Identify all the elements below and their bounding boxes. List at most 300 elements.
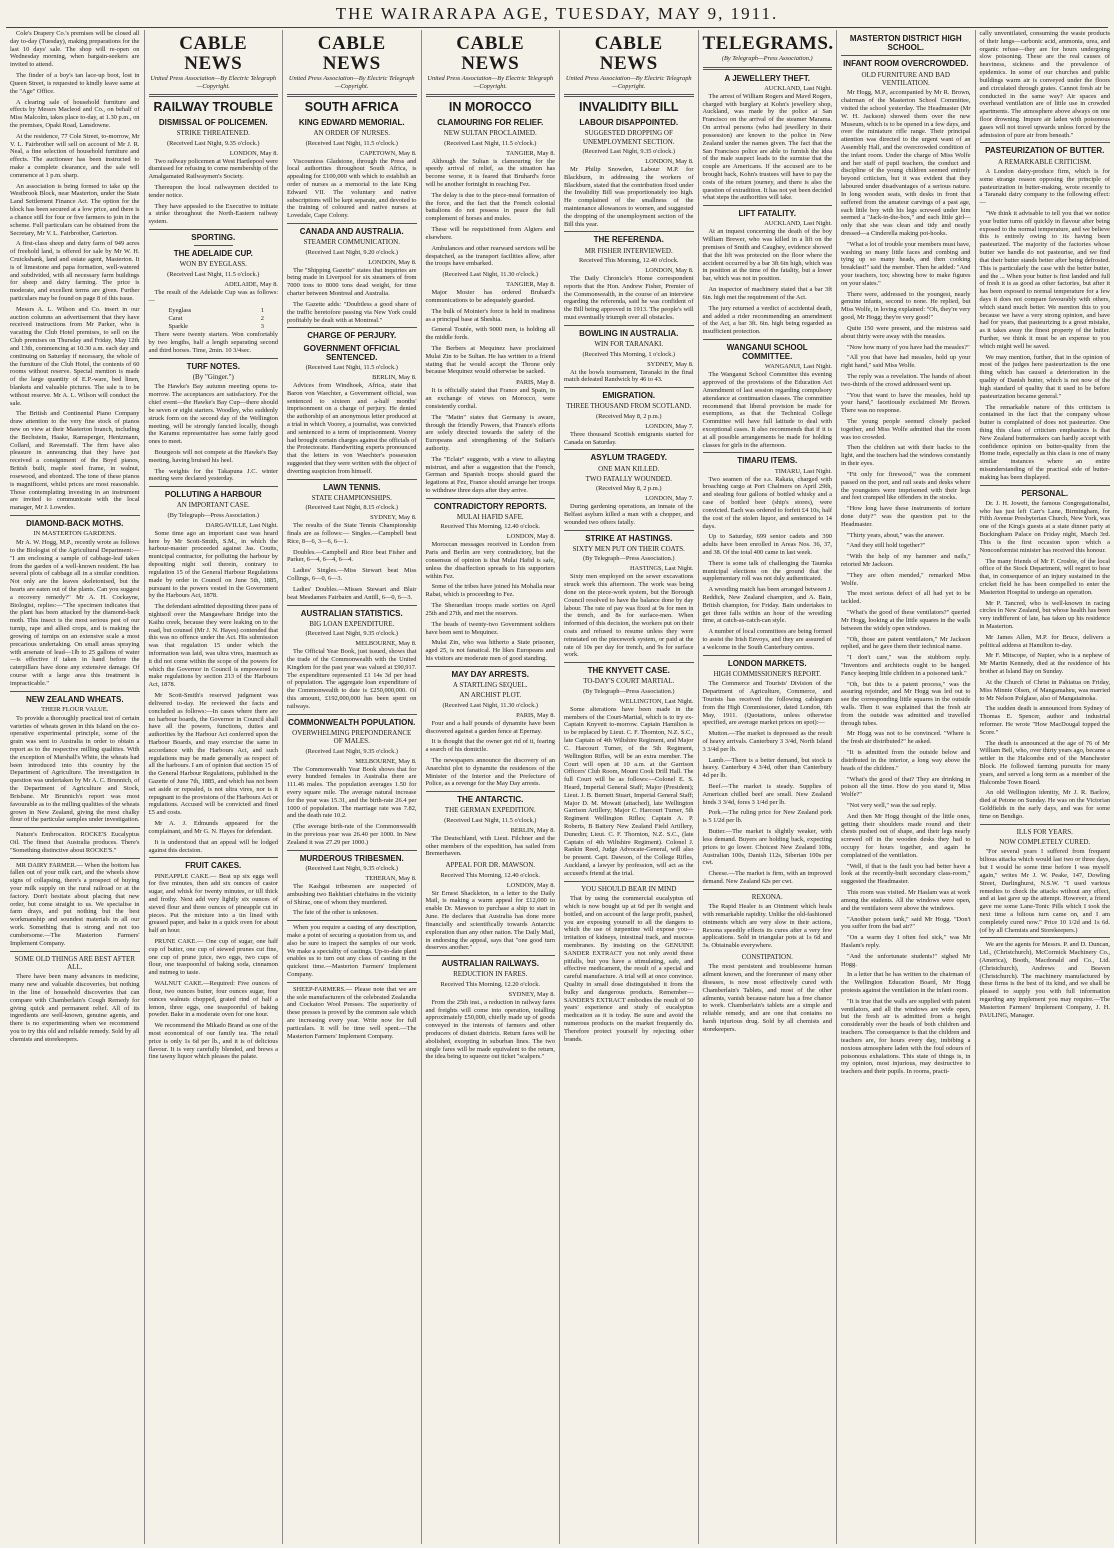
article-body: The Gazette adds: "Doubtless a good share of the traffic heretofore passing via New York could profitably be dealt with at Montreal.": [287, 300, 417, 324]
article-heading: WANGANUI SCHOOL COMMITTEE.: [726, 342, 808, 362]
horse-place: 2: [260, 315, 264, 323]
received-note: (Received Last Night, 11.5 o'clock.): [444, 139, 537, 147]
article-body: Mr A. J. Edmunds appeared for the complainant, and Mr G. N. Hayes for defendant.: [148, 820, 278, 835]
article-body: This room was visited. Mr Haslam was at work among the students. All the windows were open, and the ventilators were above the windows.: [841, 889, 971, 912]
divider: [703, 889, 833, 890]
received-note: (Received Last Night, 9.35 o'clock.): [582, 147, 676, 155]
article-body: General Toutée, with 9000 men, is holding all the middle fords.: [425, 326, 555, 342]
result-row: [149, 315, 279, 323]
article-subheading: AN ORDER OF NURSES.: [313, 129, 391, 138]
article-heading: A JEWELLERY THEFT.: [724, 73, 810, 83]
article-body: "It is admitted from the outside below and distributed in the interior, a long way above the heads of the children.": [841, 749, 971, 772]
dateline: MELBOURNE, May 8.: [355, 757, 417, 765]
article-body: PINEAPPLE CAKE.— Beat up six eggs well for five minutes, then add six ounces of castor sugar, and whisk for twenty minutes, or till thick and frothy. Next add very lightly six ounces of sieved flour and three ounces of pineapple cut in pieces. Put the mixture into a tin lined with greased paper, and bake in a quick oven for about half an hour.: [148, 872, 278, 935]
article-heading: THE ANTARCTIC.: [457, 795, 524, 805]
article-body: Two seamen of the s.s. Rakaia, charged with broaching cargo at Port Chalmers on April 29th, and stealing four gallons of bottled whisky and a case of bottled beer (ship's stores), were convicted. Each was ordered to forfeit £4 10s, half the cost of the stolen liquor, and sentenced to 14 days.: [702, 475, 832, 530]
article-body: "All you that have had measles, hold up your right hand," said Miss Wolfe.: [841, 354, 971, 370]
article-body: These will be requisitioned from Algiers and elsewhere.: [425, 226, 555, 241]
news-paragraph: The British and Continental Piano Company draw attention to the very fine stock of pianos new on view at their Masterton branch, including the Bechstein, Haake, Ramsperger, Hentzmann, Collard, and Ravenstaff. The firm have also pleasure in announcing that they have just received a consignment of the Boyd pianos, British built, maple steel frame, in walnut, rosewood, and ebonized. The tone of these pianos is magnificent, whilst prices are most reasonable. Those contemplating investing in an instrument are invited to communicate with the local manager, Mr J. Lowndes.: [10, 410, 140, 512]
press-credit: United Press Association—By Electric Telegraph—Copyright.: [288, 74, 415, 90]
article-subheading: AN IMPORTANT CASE.: [176, 501, 250, 510]
divider: [287, 714, 417, 715]
article-body: The "Shipping Gazette" states that inquiries are being made in Liverpool for six steamers of from 7000 tons to 8000 tons dead weight, for time charter between Montreal and Australia.: [287, 266, 417, 298]
result-row: [149, 307, 279, 315]
article-body: The reply was a revelation. The hands of about two-thirds of the crowd addressed went up.: [841, 372, 971, 388]
received-note: (By Telegraph—Press Association.): [582, 687, 675, 695]
article-body: At the Church of Christ in Pahiatua on Friday, Miss Minnie Olsen, of Mangamaheu, was married to Mr Nelson Polglase, also of Mangatainoka.: [979, 678, 1110, 702]
dateline: SYDNEY, May 8.: [647, 360, 694, 368]
dateline: LONDON, May 8.: [229, 149, 278, 157]
dateline: TANGIER, May 8.: [506, 149, 555, 157]
dateline: LONDON, May 8.: [506, 881, 555, 889]
article-body: Then the children sat with their backs to the light, and the teachers had the windows constantly in their eyes.: [841, 444, 971, 468]
received-note: (Received Last Night, 9.35 o'clock.): [166, 139, 260, 147]
article-body: Bourgeois will not compete at the Hawke's Bay meeting, having bruised his heel.: [148, 448, 278, 464]
article-heading: AUSTRALIAN RAILWAYS.: [441, 959, 539, 969]
article-subheading: THE ADELAIDE CUP.: [173, 249, 253, 259]
article-body: The heads of twenty-two Government soldiers have been sent to Mequinez.: [425, 620, 555, 636]
article-heading: TURF NOTES.: [186, 361, 240, 371]
article-heading: POLLUTING A HARBOUR: [164, 490, 262, 500]
divider: [426, 955, 556, 956]
press-credit: United Press Association—By Electric Telegraph—Copyright.: [150, 74, 277, 90]
received-note: (Received May 8, 2 p.m.): [596, 485, 662, 493]
horse-name: Eyeglass: [168, 307, 192, 315]
received-note: (By Telegraph—Press Association.): [582, 555, 675, 563]
article-body: Ladies' Doubles.—Misses Stewart and Blair beat Mesdames Fairbairn and Antill, 6—0, 6—3.: [287, 585, 417, 601]
article-body: Quite 150 were present, and the mistress said about thirty were away with the measles.: [841, 324, 971, 340]
article-body: A wrestling match has been arranged between J. Reddick, New Zealand champion, and A. Bain, British champion, for Friday. Bain undertakes to get three falls within an hour of the wrestling time, at catch-as-catch-can style.: [702, 586, 832, 625]
divider: [149, 486, 279, 487]
article-heading: NEW ZEALAND WHEATS.: [25, 694, 124, 704]
article-body: Mr Hogg was not to be convinced. "Where is the fresh air distributed?" he asked.: [841, 730, 971, 746]
article-subheading: THEIR FLOUR VALUE.: [41, 705, 109, 713]
article-body: Mr A. W. Hogg, M.P., recently wrote as follows to the Biologist of the Agricultural Department:— "I am enclosing a sample of cabbage-leaf taken from the garden of a well-known resident. He has several plots of cabbage all in a similar condition. Not only are the leaves skeletonised, but the hearts are eaten out of the plants. Can you suggest a recovery remedy?" Mr A. H. Cockayne, Biologist, replies:—"The specimen indicates that the plant has been attacked by the diamond-back moth. This insect is the most serious pest of our turnip, rape and allied crops, and is making the growing of turnips on an extensive scale a most precarious undertaking. On small areas spraying with arsenate of lead—1lb to 25 gallons of water—is effective if taken in hand before the caterpillars have done any extensive damage. Of course with a large area this treatment is impracticable.": [10, 539, 140, 687]
article-subheading: ONE MAN KILLED.: [598, 464, 660, 473]
article-subheading: CLAMOURING FOR RELIEF.: [437, 118, 544, 127]
article-heading: MAY DAY ARRESTS.: [451, 669, 529, 679]
article-subheading: STATE CHAMPIONSHIPS.: [311, 493, 392, 502]
divider: [287, 605, 417, 606]
article-body: Butter.—The market is slightly weaker, with less demand. Buyers are holding back, expecting prices to go lower. Choicest New Zealand 108s, Australian 100s, Danish 112s, Siberian 100s per cwt.: [702, 828, 832, 867]
article-heading: TIMARU ITEMS.: [737, 456, 798, 466]
article-body: An old Wellington identity, Mr J. R. Barlow, died at Petone on Sunday. He was on the Victorian Goldfields in the early days, and was for some time on Bendigo.: [979, 789, 1110, 820]
article-body: The result of the Adelaide Cup was as follows:—: [148, 288, 278, 304]
divider: [149, 358, 279, 359]
advertisement: SHEEP-FARMERS.— Please note that we are the sole manufacturers of the celebrated Zealandia and Cockatoo Wool Presses. The superiority of these presses is proved by the common sale which are increasing every year. Write now for full particulars. It will be time well spent.—The Masterton Farmers' Implement Company.: [287, 985, 417, 1040]
article-subheading: IN MASTERTON GARDENS.: [33, 530, 117, 538]
masthead: THE WAIRARAPA AGE, TUESDAY, MAY 9, 1911.: [335, 4, 779, 23]
news-paragraph: A first-class sheep and dairy farm of 949 acres of freehold land, is offered for sale by Mr W. H. Cruickshank, land and estate agent, Masterton. It is of limestone and papa formation, well-watered and subdivided, with all necessary farm buildings for sheep and dairy farming. The price is moderate, and excellent terms are given. Further particulars may be found on page 8 of this issue.: [10, 240, 140, 302]
received-note: (Received May 8, 2 p.m.): [596, 412, 662, 420]
article-body: Sir Ernest Shackleton, in a letter to the Daily Mail, is making a warm appeal for £12,000 to enable Dr. Mawson to purchase a ship to start in June. He declares that Australia has done more financially and scientifically towards Antarctic exploration than any other nation. The Daily Mail, in endorsing the appeal, says that "one good turn deserves another.": [425, 889, 555, 952]
dateline: BERLIN, May 8.: [372, 373, 417, 381]
article-body: To provide a thoroughly practical test of certain varieties of wheats grown in this Island on the co-operative experimental principle, some of the grain was sent to Australia in order to obtain a report as to the respective milling qualities. With the exception of Marshall's White, the wheats had been introduced into this country by the Department of Agriculture. The investigation in question was undertaken by Mr A. C. Brunnich, of the Department of Agriculture and Stock, Brisbane. Mr Brunnich's report was most favourable as to the milling qualities of the wheats grown in New Zealand, giving the most chalky flour of the particular samples under investigation.: [10, 714, 140, 824]
article-body: The results of the State Tennis Championship finals are as follows:— Singles.—Campbell beat Rice, 8—6, 3—6, 6—1.: [287, 522, 417, 545]
article-body: The fate of the other is unknown.: [293, 909, 379, 917]
article-body: "It is true that the walls are supplied with patent ventilators, and all the windows are wide open, but the fresh air is admitted from a height considerably over the heads of both children and teachers. The consequence is that the children and teachers are, for hours every day, imbibing a noxious atmosphere laden with the foul odours of poisonous exhalations. This state of things is, in my opinion, most injurious, may destructive to teachers and their pupils. In rooms, practi-: [841, 997, 971, 1076]
article-heading: AUSTRALIAN STATISTICS.: [300, 608, 403, 618]
advertisement: The most persistent and troublesome human ailment known, and the forerunner of many other diseases, is now most effectively cured with Chamberlain's Tablets, and most of the other ailments, vanish because nature has a free chance to work. Chamberlain's tablets are a simple and reliable remedy, and are one that contains no harsh injurious drug. Sold by all chemists and storekeepers.: [702, 963, 832, 1033]
divider: [10, 691, 140, 692]
article-body: WALNUT CAKE.—Required: Five ounces of flour, two ounces butter, four ounces sugar, four ounces walnuts chopped, grated rind of half a lemon, three eggs, one teaspoonful of baking powder. Bake in a moderate oven for one hour.: [148, 980, 278, 1019]
received-note: (Received This Morning, 1 o'clock.): [582, 350, 676, 358]
divider: [10, 515, 140, 516]
article-subheading: WIN FOR TARANAKI.: [594, 340, 664, 349]
dateline: BERLIN, May 8.: [510, 826, 555, 834]
advertisement: We recommend the Mikado Brand as one of the most economical of our family tea. The retail price is only 1s 6d per lb., and it is of delicious flavour. It is very carefully blended, and brews a fine tawny liquor which pleases the palate.: [148, 1022, 278, 1061]
article-body: The many friends of Mr F. Crosbie, of the local office of the Stock Department, will regret to hear that, in consequence of an injury sustained in the cricket field he has been compelled to enter the Masterton Hospital to undergo an operation.: [979, 557, 1110, 596]
article-body: The Berbers at Mequinez have proclaimed Mulai Zin to be Sultan. He has written to a friend stating that he would accept the Throne only because Mequinez would otherwise be sacked.: [425, 345, 555, 376]
news-paragraph: Messrs A. L. Wilson and Co. insert in our auction columns an advertisement that they have received instructions from Mr Parker, who is vacating the Club Hotel premises, to sell on the Club premises on Thursday and Friday, May 12th and 13th, commencing at 10.30 a.m. each day and continuing on Saturday if necessary, the whole of the furniture of the Club Hotel, the contents of 60 rooms without reserve. Special mention is made of the large quantity of E.P.-ware, bed linen, blankets and valuable pictures. The sale is to be without reserve. Mr A. L. Wilson will conduct the sale.: [10, 305, 140, 407]
article-subheading: SIXTY MEN PUT ON THEIR COATS.: [572, 544, 685, 553]
column-2: [145, 30, 284, 1544]
article-body: Mr Hogg, M.P., accompanied by Mr R. Brown, chairman of the Masterton School Committee, visited the school yesterday. The Headmaster (Mr W. H. Jackson) showed them over the new Museum, which is to be opened in a few days, and over the miniature rifle range. Their principal attention was directed to the urgent want of an Assembly Hall, and the overcrowded condition of the infant room. Under the charge of Miss Wolfe and her staff of pupil teachers, the conduct and discipline of the young children seemed entirely beyond criticism, but it was evident that they laboured under disadvantages of a serious nature. In long wooden seats, with desks in front that suffered from the amateur carvings of a past age, each little boy with his legs screwed under him seemed a "Jack-in-the-box," and each little girl—only that she was clean and tidy and neatly dressed—a Cinderella making pot-hooks.: [841, 89, 971, 237]
article-body: Pork.—The ruling price for New Zealand pork is 5 1/2d per lb.: [702, 809, 832, 825]
article-subheading: NEW SULTAN PROCLAIMED.: [443, 129, 537, 138]
article-heading: CONTRADICTORY REPORTS.: [433, 501, 547, 511]
article-body: PRUNE CAKE.— One cup of sugar, one half cup of butter, one cup of stewed prunes cut fine, one cup of prune juice, two eggs, two cups of flour, one teaspoonful of baking soda, cinnamon and nutmeg to taste.: [148, 938, 278, 977]
received-note: (Received Last Night, 11.30 o'clock.): [442, 271, 538, 279]
article-body: Two railway policemen at West Hartlepool were dismissed for refusing to come membership of the Amalgamated Railwaymen's Society.: [148, 157, 278, 181]
article-body: The remarkable nature of this criticism is contained in the fact that the company whose butter is complained of does not pasteurize. One thing this class of criticism emphasizes is that New Zealand buttermakers can hardly accept with confidence opinion on butter-quality from the Home trade, especially as this class is one of many similar instances where an entire misunderstanding of the practical side of butter-making has been displayed.: [979, 403, 1110, 481]
article-heading: CHARGE OF PERJURY.: [307, 331, 397, 341]
divider: [980, 824, 1111, 825]
article-subheading: THREE THOUSAND FROM SCOTLAND.: [566, 402, 692, 411]
article-body: They have appealed to the Executive to initiate a strike throughout the North-Eastern railway system.: [148, 202, 278, 226]
divider: [703, 655, 833, 656]
article-body: "Now how many of you have had the measles?": [847, 343, 970, 351]
news-paragraph: The finder of a boy's tan lace-up boot, lost in Queen Street, is requested to kindly leave same at the "Age" Office.: [10, 72, 140, 95]
dateline: AUCKLAND, Last Night.: [764, 220, 832, 228]
article-heading: SPORTING.: [191, 233, 236, 243]
article-subheading: OVERWHELMING PREPONDERANCE OF MALES.: [292, 728, 412, 746]
divider: [564, 325, 694, 326]
column-1: [6, 30, 145, 1544]
divider: [564, 881, 694, 882]
article-body: The delay is due to the piece-meal formation of the force, and the fact that the French colonial battalions do not possess in peace the full complement of horses and mules.: [425, 191, 555, 223]
dateline: WANGANUI, Last Night.: [764, 363, 832, 371]
article-body: The "Eclair" suggests, with a view to allaying mistrust, and after a suggestion that the French, German and Spanish troops should guard the legations at Fez, France should arrange her troops to withdraw three days after they arrive.: [425, 455, 555, 495]
divider: [287, 327, 417, 328]
article-body: At an inquest concerning the death of the boy William Brewer, who was killed in a lift on the premises of Smith and Caughey, evidence showed that the lift was protected on the floor where the accident occurred by a bar 3ft 6in high, which was in position at the time of the fatality, but a lower bar, which was not in position.: [702, 228, 832, 283]
article-body: The "Matin" states that Germany is aware, through the friendly Powers, that France's efforts are solely directed towards the safety of the Europeans and strengthening of the Sultan's authority.: [425, 413, 555, 452]
article-body: It is thought that the owner got rid of it, fearing a search of his domicile.: [425, 738, 555, 754]
article-subheading: GOVERNMENT OFFICIAL SENTENCED.: [303, 343, 400, 362]
divider: [426, 94, 556, 97]
received-note: Received This Morning, 12.20 o'clock.: [440, 980, 541, 988]
article-body: The death is announced at the age of 76 of Mr William Bell, who, over thirty years ago, became a settler in the Halcombe end of the Manchester Block. He followed farming pursuits for many years, and served a long term as a member of the Halcombe Town Board.: [979, 739, 1110, 786]
article-body: cally unventilated, consuming the waste products of their lungs—carbonic acid, ammonia, urea, and organic refuse—they are for hours undergoing slow poisoning. These are the real causes of heaviness, sickness and the prevalence of epidemics. In some of our churches and public buildings warm air is conveyed under the floors and circulated through grates. Cannot fresh air be conducted in the same way? Air spaces and overhead ventilation are of little use in crowded apartments. The atmosphere above always on one floor drowning. Impure air laden with poisonous gases will not travel upwards unless forced by the admission of pure air from beneath.": [979, 30, 1110, 139]
result-row: [149, 323, 279, 331]
article-body: "Fit only for firewood," was the comment passed on the port, and rail seats and desks where the youngsters were imprisoned with their legs and feet cramped like offenders in the stocks.: [841, 470, 971, 502]
article-body: The Sherardian troops made sorties on April 25th and 27th, and met the reserves.: [425, 602, 555, 617]
article-body: "And the unfortunate students!" sighed Mr Hogg.: [841, 952, 971, 968]
dateline: SYDNEY, May 8.: [370, 514, 417, 522]
article-body: Some of the tribes have joined his Mohalla near Rabat, which is proceeding to Fez.: [425, 583, 555, 599]
article-body: An inspector of machinery stated that a bar 3ft 6in. high met the requirement of the Act.: [702, 286, 832, 301]
article-subheading: STRIKE THREATENED.: [176, 129, 250, 138]
advertisement: "For several years I suffered from frequent bilious attacks which would last two or three days, but I would be some time before I was myself again," writes Mr J. W. Peake, 147, Dowling Street, Darlinghurst, N.S.W. "I used various remedies to check the attacks without any effect, and at last gave up the attempt. However, a friend gave me some Lane-Tonic Pills which I took the next time a bilious turn came on, and I am completely cured now." Price 10 1/2d and 1s 6d. (of by all Chemists and Storekeepers.): [979, 848, 1110, 934]
article-body: "Oh, but this is a patent process," was the assuring rejoinder, and Mr Hogg was led out to see the corresponding little squares in the outside walls. Then it was explained that the fresh air from the outside was admitted and travelled through tubes.: [841, 680, 971, 727]
article-body: "You that want to have the measles, hold up your hand," facetiously exclaimed Mr Brown. There was no response.: [841, 391, 971, 415]
article-body: A London dairy-produce firm, which is for some strange reason opposing the principle of pasteurization in butter-making, wrote recently to a Taranaki dairy company to the following effect:—: [979, 167, 1110, 207]
horse-name: Sparkle: [168, 323, 189, 331]
horse-name: Carat: [168, 315, 183, 323]
dateline: TANGIER, May 8.: [506, 281, 555, 289]
divider: [287, 94, 417, 97]
article-body: The Daily Chronicle's Home correspondent reports that the Hon. Andrew Fisher, Premier of the Commonwealth, in the course of an interview regarding the referenda, said he was confident of the Bill being approved in 1913. The people's will must eventually triumph over all obstacles.: [564, 275, 694, 322]
article-body: "They are often mended," remarked Miss Wolfe.: [841, 571, 971, 587]
article-body: Moroccan messages received in London from Paris and Berlin are very contradictory, but the consensus of opinion is that Mulai Hafid is safe, unless the disaffection spreads to his supporters within Fez.: [425, 541, 555, 580]
column-4: [422, 30, 561, 1544]
horse-place: 1: [260, 307, 264, 315]
article-body: Doubles.—Campbell and Rice beat Fisher and Parker, 6—4, 6—4, 6—4.: [287, 548, 417, 564]
article-heading: LONDON MARKETS.: [727, 658, 807, 668]
article-body: There is some talk of challenging the Taumka municipal elections on the ground that the supplementary roll was not duly authenticated.: [702, 559, 832, 583]
article-heading: COMMONWEALTH POPULATION.: [288, 717, 416, 727]
dateline: HASTINGS, Last Night.: [629, 565, 694, 573]
divider: [10, 827, 140, 828]
article-body: "Oh, those are patent ventilators," Mr Jackson replied, and he gave them their technical name.: [841, 635, 971, 651]
article-body: The sudden death is announced from Sydney of Thomas E. Spencer, author and industrial reformer. He wrote "How MacDougal topped the Score.": [979, 705, 1110, 736]
received-note: (By Telegraph—Press Association.): [167, 511, 260, 519]
article-body: "We think it advisable to tell you that we notice your butter turns off quickly in flavour after being exposed to the normal temperature, and we believe this is entirely owing to its having been pasteurized. The majority of the factories whose butter we handle do not pasteurise, and we find that their butter stands better after being defrosted. This is particularly the case with the better butter, and the ... When your butter is first landed and full of fresh it is as good as other factories, but after it has been exposed to normal temperature for a few days it does not compare favourably with others, which stand much better. We mention this to you because we have a very strong opinion, and have had for years, that pasteurizing is a great mistake, as it takes away the finest property of the butter. Further, we think it must be an expense to you which might well be saved.: [979, 210, 1110, 350]
article-body: "What's the good of these ventilators?" queried Mr Hogg, looking at the little squares in the walls between the widely open windows.: [841, 609, 971, 632]
article-heading: SOUTH AFRICA: [304, 100, 399, 115]
received-note: (Received Last Night, 11.5 o'clock.): [305, 139, 398, 147]
article-body: Although the Sultan is clamouring for the speedy arrival of relief, as the situation has become worse, it is feared that Bruhard's force will be another fortnight in reaching Fez.: [425, 157, 555, 189]
dateline: LONDON, May 8.: [506, 533, 555, 541]
received-note: (Received Last Night, 9.35 o'clock.): [305, 864, 399, 872]
dateline: CAPETOWN, May 8.: [359, 149, 417, 157]
article-body: Major Mosier has ordered Bruhard's communications to be adequately guarded.: [425, 289, 555, 304]
article-heading: CANADA AND AUSTRALIA.: [299, 227, 404, 237]
dateline: TIMARU, Last Night.: [774, 467, 832, 475]
divider: [149, 857, 279, 858]
article-body: Thereupon the local railwaymen decided to tender notice.: [148, 184, 278, 199]
article-subheading: LABOUR DISAPPOINTED.: [579, 118, 679, 127]
received-note: (Received Last Night, 11.5 o'clock.): [167, 270, 260, 278]
advertisement: That by using the commercial eucalyptus oil which is now bought up at 6d per lb weight and bottled, and on account of the large profit, pushed, you are exposing yourself to all the dangers to which the use of turpentine will expose you—irritation of kidneys, intestinal track, and mucous membranes. By insisting on the GENUINE SANDER EXTRACT you not only avoid these pitfalls, but you have a stimulating, safe, and effective medicament, the result of a special and careful manufacture. A trial will at once convince. Quality in small dose distinguished it from the bulky and dangerous products. Remember—SANDER'S EXTRACT embodies the result of 50 years' experience and study of eucalyptus medication as it is today. Be sure and avoid the numerous products on the market frequently do. Therefore protect yourself by rejecting other brands.: [564, 895, 694, 1043]
article-body: "How long have these instruments of torture done duty?" was the question put to the Headmaster.: [841, 505, 971, 528]
article-body: "Thirty years, about," was the answer.: [847, 531, 945, 539]
advertisement: MR DAIRY FARMER.— When the bottom has fallen out of your milk cart, and the wheels show signs of collapsing, there's a prospect of buying your milk supply on the rural railroad or at the factory. Don't hesitate about placing that new order, but come straight to us. We specialise in farm drays, and put nothing but the best workmanship and soundest materials in all our work. Something that is strong and not too cumbersome.—The Masterton Farmers' Implement Company.: [10, 861, 140, 947]
advertisement-heading: YOU SHOULD BEAR IN MIND: [581, 884, 677, 893]
article-body: Ladies' Singles.—Miss Stewart beat Miss Collings, 6—0, 6—3.: [287, 567, 417, 583]
dateline: WELLINGTON, Last Night.: [619, 697, 694, 705]
received-note: (Received Last Night, 11.5 o'clock.): [444, 816, 537, 824]
news-paragraph: Cole's Drapery Co.'s premises will be closed all day to-day (Tuesday), making preparations for the last 10 days' sale. The shop will re-open on Wednesday morning, when bargain-seekers are invited to attend.: [10, 30, 140, 69]
article-subheading: A STARTLING SEQUEL.: [452, 680, 528, 689]
advertisement: The Rapid Healer is an Ointment which heals with remarkable rapidity. Unlike the old-fashioned ointments which are very slow in their actions, Rexona speedily effects its cures after a very few applications. Sold in triangular pots at 1s 6d and 3s. Obtainable everywhere.: [702, 903, 832, 950]
divider: [564, 449, 694, 450]
received-note: (Received Last Night, 11.5 o'clock.): [305, 363, 398, 371]
article-body: "Another poison tank," said Mr Hogg. "Don't you suffer from the bad air?": [841, 915, 971, 931]
article-body: Mulai Zin, who was hitherto a State prisoner, aged 25, is not fanatical. He likes Europeans and his visitors are moderate men of good standing.: [425, 639, 555, 662]
divider: [287, 982, 417, 983]
article-body: "On a warm day I often feel sick," was Mr Haslam's reply.: [841, 934, 971, 949]
article-heading: THE KNYVETT CASE.: [587, 666, 670, 676]
article-subheading: STEAMER COMMUNICATION.: [303, 238, 400, 247]
article-heading: IN MOROCCO: [448, 100, 532, 115]
advertisement-heading: CONSTIPATION.: [741, 953, 793, 962]
divider: [703, 452, 833, 453]
article-heading: PERSONAL.: [1021, 488, 1069, 498]
article-heading: MASTERTON DISTRICT HIGH SCHOOL.: [849, 34, 962, 53]
article-subheading: A REMARKABLE CRITICISM.: [997, 157, 1092, 166]
article-body: During gardening operations, an inmate of the Belfast asylum killed a man with a chopper, and wounded two others fatally.: [564, 503, 694, 526]
divider: [980, 937, 1111, 938]
article-body: Some alterations have been made in the members of the Court-Martial, which is to try ex-Captain Knyvett to-morrow. Captain Hamilton is to be replaced by Lieut. C. F. Thornton, N.Z. S.C., late Captain of 4th Wiltshire Regiment, and Major C. Harcourt Turner, of the 5th Regiment, Wellington Rifles, will be an extra member. The Court will open at 10 a.m. at the Garrison Officers' Club Room, Mount Cook Drill Hall. The full Court will be as follows:—Colonel E. S. Heard, Imperial General Staff; Major (President); Lieut. J. B. Burnett Stuart, Imperial General Staff; Major D. M. Mowatt (attached), late Wellington Garrison Artillery; Major C. Harcourt Turner, 5th Regiment Wellington Rifles; Captain A. P. Roberts, B Battery New Zealand Field Artillery, Dunedin; Lieut. C. F. Thornton, N.Z. S.C., (late Captain of 4th Wiltshire Regiment). Colonel J. Rankin Reed, Judge Advocate-General, will also be present. Capt. Dawson, of the College Rifles, Auckland, a lawyer by profession, will act as the accused's friend at the trial.: [564, 705, 694, 877]
article-body: The Deutschland, with Lieut. Filchner and the other members of the expedition, has sailed from Bremerhaven.: [425, 834, 555, 858]
article-subheading: APPEAL FOR DR. MAWSON.: [445, 861, 536, 870]
article-body: From the 25th inst., a reduction in railway fares and freights will come into operation, totalling approximately £50,000, chiefly made up of goods conveyed in the interests of farmers and other producers of distant districts. Return fares will be abolished, excepting in suburban lines. The two single fares will be made equivalent to the return, the idea being to squeeze out ticket "scalpers.": [425, 998, 555, 1061]
article-body: The jury returned a verdict of accidental death, and added a rider recommending an amendment of the Act, a bar 3ft. 6in. high being regarded as insufficient protection.: [702, 304, 832, 336]
article-body: There have been many advances in medicine, many new and valuable discoveries, but nothing in the line of household discoveries that can compare with Chamberlain's Cough Remedy for giving quick and permanent relief. All of its ingredients are well-known, genuine agents, and there is no experimenting when we recommend you to try this old and reliable remedy. Sold by all chemists and storekeepers.: [10, 973, 140, 1043]
column-7: [837, 30, 976, 1544]
received-note: (Received Last Night, 9.35 o'clock.): [305, 747, 399, 755]
article-subheading: BIG LOAN EXPENDITURE.: [309, 619, 395, 628]
article-body: Up to Saturday, 699 senior cadets and 390 adults have been enrolled in Areas Nos. 36, 37, and 38. Of the total 400 came in last week.: [702, 533, 832, 556]
columns: [6, 30, 1108, 1544]
article-body: Mr Scott-Smith's reserved judgment was delivered to-day. He reviewed the facts and concluded as follows:—In cases where there are no harbour boards, the Governor in Council shall have all the powers, functions, duties and authorities by the Harbour Act conferred upon the Harbour Boards, and may exercise the same in accordance with the Harbours Act, and such regulations may be made generally as respect of all the harbours. I am of opinion that section 15 of the General Harbour Regulations, published in the Gazette of June 7th, 1885, and which has not been set aside or repealed, is not ultra vires, nor is it repugnant to the provisions of the Harbours Act or regulations. Accused will be convicted and fined £5 and costs.: [148, 692, 278, 817]
article-body: Sixty men employed on the sewer excavations struck work this afternoon. The work was being done on the piece-work system, but the Borough Council resolved to have the balance done by day labour. The rate of pay was fixed at 9s for men in the trench, and 8s for surface-men. When informed of this decision, the workers put on their coats and refused to resume unless they were reinstated on the piecework system, or paid at the rate of 10s per day for trench, and 9s for surface work.: [564, 573, 694, 659]
article-subheading: TWO FATALLY WOUNDED.: [585, 474, 672, 483]
divider: [980, 485, 1111, 486]
dateline: PARIS, May 8.: [516, 711, 555, 719]
article-body: The Hawke's Bay autumn meeting opens to-morrow. The acceptances are satisfactory. For the chief event—the Hawke's Bay Cup—there should be seven or eight starters. Woodley, who suddenly struck form on the second day of the Wellington meeting, will be strongly fancied locally, though the Karamu representative has some fairly good ones to meet.: [148, 383, 278, 446]
divider: [564, 231, 694, 232]
dateline: SYDNEY, May 8.: [508, 990, 555, 998]
article-heading: EMIGRATION.: [602, 391, 656, 401]
dateline: LONDON, May 8.: [645, 267, 694, 275]
article-body: Dr. J. H. Jowett, the famous Congregationalist, who has just left Carr's Lane, Birmingham, for Fifth Avenue Presbyterian Church, New York, was one of the King's guests at a state dinner party at Buckingham Palace on Friday night, March 3rd. This is the first occasion upon which a Nonconformist minister has received this honour.: [979, 499, 1110, 554]
article-body: Mr F. Mitscope, of Napier, who is a nephew of Mr Martin Kennedy, died at the residence of his brother at Island Bay on Sunday.: [979, 652, 1110, 676]
article-heading: STRIKE AT HASTINGS.: [585, 533, 673, 543]
divider: [10, 951, 140, 952]
section-title: CABLE NEWS: [594, 33, 663, 74]
article-body: Mr Philip Snowden, Labour M.P. for Blackburn, in addressing the workers of Blackburn, stated that the contribution fixed under the Invalidity Bill was proportionately too high. He complained of the smallness of the maintenance allowances to women, and suggested the dropping of the unemployment section of the Bill this year.: [564, 165, 694, 228]
masthead-rule: [6, 27, 1108, 28]
divider: [703, 67, 833, 70]
divider: [564, 530, 694, 531]
article-subheading: MR FISHER INTERVIEWED.: [584, 246, 673, 255]
article-body: The newspapers announce the discovery of an Anarchist plot to dynamite the residences of the Minister of the Interior and the Prefecture of Police, as a revenge for the May Day arrests.: [425, 757, 555, 788]
dateline: MELBOURNE, May 8.: [355, 640, 417, 648]
divider: [426, 498, 556, 499]
press-credit: United Press Association—By Electric Telegraph—Copyright.: [565, 74, 692, 90]
received-note: (Received Last Night, 11.30 o'clock.): [442, 701, 538, 709]
advertisement-heading: REXONA.: [751, 892, 783, 901]
article-body: The arrest of William Rogers and Mavd Rogers, charged with burglary at Kohn's jewellery shop, Auckland, was made by the police at San Francisco on the arrival of the steamer Marama. On arrival persons (who had jewellery in their possession) are known to the police in New Zealand under the names given. The fact that the San Francisco police are able to furnish the idea of the male suspect leads to the surmise that the couple are Americans. If the accused are to be brought back, Kohn's trustees will have to pay the costs of the return journey, and there is also the question of extradition. It has not yet been decided what steps the authorities will take.: [702, 92, 832, 202]
article-body: In a letter that he has written to the chairman of the Wellington Education Board, Mr Hogg protests against the ventilation in the infant room.: [841, 971, 971, 995]
article-body: It is officially stated that France and Spain, in an exchange of views on Morocco, were consistently cordial.: [425, 387, 555, 410]
divider: [287, 850, 417, 851]
advertisement: When you require a casting of any description, make a point of securing a quotation from us, and also be sure to inspect the samples of our work. We make a speciality of castings. Up-to-date plant enables us to turn out any class of casting in the quickest time.—Masterton Farmers' Implement Company.: [287, 924, 417, 979]
article-body: Some time ago an important case was heard here by Mr Scott-Smith, S.M., in which the harbour-master proceeded against Jas. Coutts, municipal contractor, for polluting the harbour by depositing night soil therein, contrary to regulation 15 of the General Harbour Regulations made by order in Council on June 5th, 1885, pursuant to the powers vested in the Government by the Harbours Act, 1878.: [148, 529, 278, 600]
article-subheading: WON BY EYEGLASS.: [179, 260, 247, 269]
section-title: CABLE NEWS: [456, 33, 525, 74]
column-6: [699, 30, 838, 1544]
divider: [980, 142, 1111, 143]
article-body: At the bowls tournament, Taranaki in the final match defeated Randwick by 46 to 43.: [564, 368, 694, 384]
divider: [426, 666, 556, 667]
article-body: Mr P. Tancred, who is well-known in racing circles in New Zealand, but whose health has been very indifferent of late, has taken up his residence in Masterton.: [979, 599, 1110, 631]
article-body: Four and a half pounds of dynamite have been discovered against a garden fence at Epernay.: [425, 719, 555, 735]
article-body: And then Mr Hogg thought of the little ones, getting their shoulders made round and their chests pushed out of shape, and their legs nearly screwed off in the wooden desks they had to occupy for hours together, and again he complained of the ventilation.: [841, 812, 971, 859]
article-subheading: DISMISSAL OF POLICEMEN.: [158, 118, 268, 127]
article-body: "And they still hold together?": [847, 542, 926, 550]
column-8: [976, 30, 1114, 1544]
article-body: The Wanganui School Committee this evening approved of the provisions of the Education Act Amendment of last session regarding compulsory attendance at continuation classes. The committee recommend that liberal provision be made for exemptions, as that the Technical College Committee will have full latitude to deal with exceptional cases. It also recommends that if it is at all possible arrangements be made for holding classes for girls in the afternoon.: [702, 371, 832, 449]
article-body: Ambulances and other rearward services will be despatched, as the transport facilities allow, after the troops have embarked.: [425, 244, 555, 268]
article-heading: LIFT FATALITY.: [738, 209, 796, 219]
article-subheading: HIGH COMMISSIONER'S REPORT.: [713, 669, 821, 678]
divider: [149, 229, 279, 230]
divider: [149, 94, 279, 97]
article-heading: ASYLUM TRAGEDY.: [590, 453, 667, 463]
divider: [426, 791, 556, 792]
article-heading: RAILWAY TROUBLE: [153, 100, 273, 115]
divider: [841, 55, 971, 56]
article-body: There were, addressed to the youngest, nearly genuine infants, second to none. He replied, but Miss Wolfe, in loving explained: "Oh, they're very good, Mr Hogg; they're very good!": [841, 290, 971, 322]
short-rule: [194, 245, 233, 246]
article-body: "I don't care," was the stubborn reply. "Inventors and architects ought to be hanged. Fancy keeping little children in a poisoned tank.": [841, 654, 971, 677]
column-5: [560, 30, 699, 1544]
dateline: ADELAIDE, May 8.: [224, 280, 278, 288]
article-subheading: THE GERMAN EXPEDITION.: [444, 806, 536, 815]
article-body: "What's the good of that? They are drinking in poison all the time. How do you stand it, Miss Wolfe?": [841, 775, 971, 799]
article-heading: LAWN TENNIS.: [323, 482, 381, 492]
article-body: "With the help of my hammer and nails," retorted Mr Jackson.: [841, 553, 971, 569]
article-heading: INVALIDITY BILL: [578, 100, 679, 115]
article-body: (The average birth-rate of the Commonwealth in the previous year was 26.40 per 1000. In New Zealand it was 27.29 per 1000.): [287, 823, 417, 846]
dateline: LONDON, May 7.: [645, 422, 694, 430]
article-subheading: REDUCTION IN FARES.: [453, 970, 528, 979]
article-subheading: SUGGESTED DROPPING OF UNEMPLOYMENT SECTION.: [582, 129, 675, 146]
section-title: TELEGRAMS.: [702, 33, 834, 54]
dateline: LONDON, May 8.: [645, 157, 694, 165]
divider: [287, 479, 417, 480]
press-credit: (By Telegraph—Press Association.): [721, 54, 813, 62]
section-title: CABLE NEWS: [179, 33, 248, 74]
news-paragraph: A clearing sale of household furniture and effects by Messrs Macleod and Co., on behalf of Miss Malcolm, takes place to-day, at 1.30 p.m., on the premises, Opaki Road, Lansdowne.: [10, 98, 140, 129]
article-body: The bulk of Moinier's force is held in readiness as a principal base at Sheshia.: [425, 307, 555, 323]
received-note: Received This Morning, 12.40 o'clock.: [578, 257, 679, 265]
article-body: The most serious defect of all had yet to be tackled.: [841, 590, 971, 606]
article-body: The Commerce and Tourists' Division of the Department of Agriculture, Commerce, and Tourists has received the following cablegram from the High Commissioner, dated London, 6th May, 1911. (Quotations, unless otherwise specified, are average market prices on spot):—: [702, 680, 832, 727]
article-body: The Official Year Book, just issued, shows that the trade of the Commonwealth with the United Kingdom for the past year was valued at £90,917. The expenditure represented £1 14s 3d per head of population. The aggregate loan expenditure of the Commonwealth to date is £250,000,000. Of this amount, £192,000,000 has been spent on railways.: [287, 648, 417, 710]
dateline: DARGAVILLE, Last Night.: [205, 521, 278, 529]
received-note: Received This Morning, 12.40 o'clock.: [440, 871, 541, 879]
article-heading: SOME OLD THINGS ARE BEST AFTER ALL.: [14, 954, 135, 971]
received-note: (Received Last Night, 9.20 o'clock.): [305, 248, 399, 256]
section-title: CABLE NEWS: [317, 33, 386, 74]
article-body: Mr James Allen, M.P. for Bruce, delivers a political address at Hamilton to-day.: [979, 633, 1110, 649]
divider: [564, 662, 694, 663]
dateline: LONDON, May 7.: [645, 495, 694, 503]
received-note: Received This Morning, 12.40 o'clock.: [440, 523, 541, 531]
article-subheading: KING EDWARD MEMORIAL.: [298, 118, 405, 127]
article-heading: THE REFERENDA.: [593, 235, 664, 245]
article-subheading: TO-DAY'S COURT MARTIAL.: [583, 677, 675, 686]
article-body: The Commonwealth Year Book shows that for every hundred females in Australia there are 111.46 males. The population averages 1.50 for every square mile. The average natural increase for the year was 15.31, and the birth-rate 26.4 per 1000 of population. The marriage rate was 7.82, and the death rate 10.2.: [287, 765, 417, 820]
divider: [703, 205, 833, 206]
article-body: We may mention, further, that in the opinion of most of the judges here pasteurization is the one thing which has caused a deterioration in the quality of Danish butter, which is not now of the high standard of quality that it used to be before pasteurization became general.": [979, 353, 1110, 400]
article-subheading: OLD FURNITURE AND BAD VENTILATION.: [861, 70, 950, 87]
article-body: There were twenty starters. Won comfortably by two lengths, half a length separating second and third horses. Time, 2min. 10 3/4sec.: [148, 331, 278, 355]
